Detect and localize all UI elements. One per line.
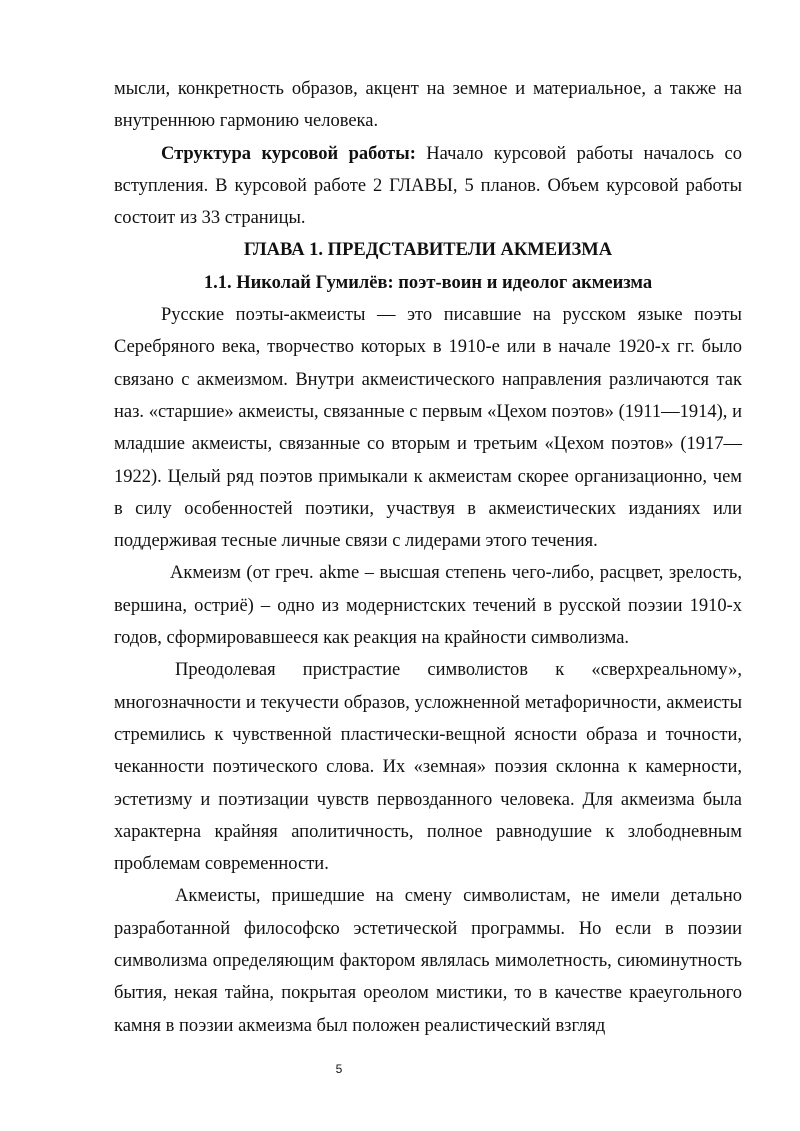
page-content — [114, 73, 742, 1042]
paragraph-overcoming-symbolism: Преодолевая пристрастие символистов к «сверхреальному», многозначности и текучести образов, усложненной метафоричности, акмеисты стремились к чувственной пластически-вещной ясности образа и точности, чеканности поэтического слова. Их «земная» поэзия склонна к камерности, эстетизму и поэтизации чувств первозданного человека. Для акмеизма была характерна крайняя аполитичность, полное равнодушие к злободневным проблемам современности. — [114, 660, 742, 875]
paragraph-acmeist-poets: Русские поэты-акмеисты — это писавшие на русском языке поэты Серебряного века, творчество которых в 1910-е или в начале 1920-х гг. было связано с акмеизмом. Внутри акмеистического направления различаются так наз. «старшие» акмеисты, связанные с первым «Цехом поэтов» (1911—1914), и младшие акмеисты, связанные со вторым и третьим «Цехом поэтов» (1917—1922). Целый ряд поэтов примыкали к акмеистам скорее организационно, чем в силу особенностей поэтики, участвуя в акмеистических изданиях или поддерживая тесные личные связи с лидерами этого течения. — [114, 305, 742, 552]
section-heading: 1.1. Николай Гумилёв: поэт-воин и идеолог акмеизма — [203, 272, 653, 293]
structure-label: Структура курсовой работы: — [161, 143, 416, 164]
paragraph-acmeists-program: Акмеисты, пришедшие на смену символистам, не имели детально разработанной философско эстетической программы. Но если в поэзии символизма определяющим фактором являлась мимолетность, сиюминутность бытия, некая тайна, покрытая ореолом мистики, то в качестве краеугольного камня в поэзии акмеизма был положен реалистический взгляд — [114, 886, 742, 1036]
paragraph-acmeism-definition: Акмеизм (от греч. akme – высшая степень чего-либо, расцвет, зрелость, вершина, остриё) – одно из модернистских течений в русской поэзии 1910-х годов, сформировавшееся как реакция на крайности символизма. — [114, 563, 742, 649]
chapter-heading: ГЛАВА 1. ПРЕДСТАВИТЕЛИ АКМЕИЗМА — [243, 240, 613, 261]
paragraph-continuation: мысли, конкретность образов, акцент на земное и материальное, а также на внутреннюю гармонию человека. — [114, 79, 742, 132]
structure-text: Начало курсовой работы началось со вступления. В курсовой работе 2 ГЛАВЫ, 5 планов. Объем курсовой работы состоит из 33 страницы. — [114, 143, 742, 229]
page-number: 5 — [335, 1062, 343, 1076]
paragraph-structure — [114, 138, 742, 235]
